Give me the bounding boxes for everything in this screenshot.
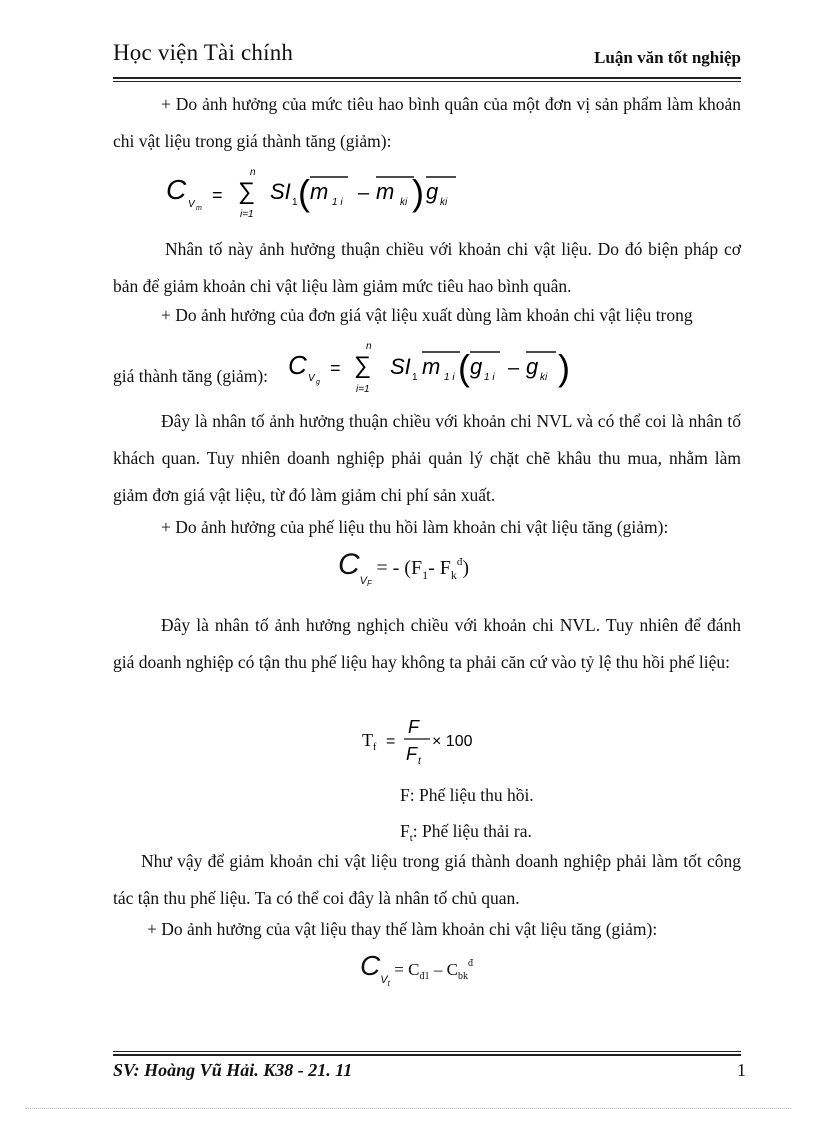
svg-text:g: g bbox=[526, 354, 539, 379]
paragraph-7: Như vậy để giảm khoản chi vật liệu trong giá thành doanh nghiệp phải làm tốt công tác tận thu phế liệu. Ta có thể coi đây là nhân tố chủ quan. bbox=[113, 851, 741, 908]
svg-text:g: g bbox=[316, 379, 320, 386]
svg-text:t: t bbox=[418, 756, 421, 767]
svg-text:–: – bbox=[508, 357, 520, 379]
svg-text:m: m bbox=[310, 179, 329, 204]
svg-text:C: C bbox=[288, 350, 307, 380]
svg-text:1 i: 1 i bbox=[444, 372, 455, 383]
svg-text:g: g bbox=[426, 179, 439, 204]
svg-text:m: m bbox=[196, 205, 202, 212]
svg-text:): ) bbox=[558, 347, 570, 388]
svg-text:f: f bbox=[373, 742, 377, 753]
formula-recovery-rate bbox=[360, 716, 500, 770]
svg-text:V: V bbox=[308, 373, 315, 384]
svg-text:1: 1 bbox=[412, 372, 418, 383]
header-rule bbox=[113, 77, 741, 79]
svg-text:ki: ki bbox=[400, 197, 408, 208]
svg-text:=: = bbox=[386, 733, 396, 750]
svg-text:SI: SI bbox=[270, 179, 291, 204]
formula-unit-price bbox=[282, 336, 582, 398]
svg-text:m: m bbox=[422, 354, 441, 379]
definition-f: F: Phế liệu thu hồi. bbox=[400, 785, 534, 805]
paragraph-3: + Do ảnh hưởng của đơn giá vật liệu xuất dùng làm khoản chi vật liệu trong bbox=[161, 305, 693, 325]
svg-text:): ) bbox=[412, 172, 424, 213]
svg-text:=: = bbox=[212, 185, 223, 205]
svg-text:ki: ki bbox=[540, 372, 548, 383]
paragraph-4: Đây là nhân tố ảnh hưởng thuận chiều với khoản chi NVL và có thể coi là nhân tố khách quan. Tuy nhiên doanh nghiệp phải quản lý chặt chẽ khâu thu mua, nhằm làm giảm đơn giá vật liệu, từ đó làm giảm chi phí sản xuất. bbox=[113, 411, 741, 505]
svg-text:n: n bbox=[250, 167, 256, 178]
paragraph-2: Nhân tố này ảnh hưởng thuận chiều với khoản chi vật liệu. Do đó biện pháp cơ bản để giảm khoản chi vật liệu làm giảm mức tiêu hao bình quân. bbox=[113, 239, 741, 296]
svg-text:× 100: × 100 bbox=[432, 733, 473, 750]
header-institution: Học viện Tài chính bbox=[113, 40, 294, 65]
svg-text:(: ( bbox=[298, 172, 310, 213]
svg-text:1: 1 bbox=[292, 197, 298, 208]
page-number: 1 bbox=[737, 1060, 746, 1080]
header-rule-thin bbox=[113, 81, 741, 82]
svg-text:F: F bbox=[406, 744, 417, 764]
svg-text:ki: ki bbox=[440, 197, 448, 208]
formula-material-consumption bbox=[160, 163, 480, 225]
paragraph-5: + Do ảnh hưởng của phế liệu thu hồi làm khoản chi vật liệu tăng (giảm): bbox=[161, 517, 669, 537]
footer-rule-thin bbox=[113, 1051, 741, 1052]
svg-text:m: m bbox=[376, 179, 395, 204]
paragraph-8: + Do ảnh hưởng của vật liệu thay thế làm khoản chi vật liệu tăng (giảm): bbox=[147, 919, 658, 939]
svg-text:g: g bbox=[470, 354, 483, 379]
formula-substitute-material: $C_{Vt} = C_{đ1} - C_{bk}^đ$ bbox=[360, 950, 473, 988]
svg-text:=: = bbox=[330, 358, 341, 378]
paragraph-6: Đây là nhân tố ảnh hưởng nghịch chiều với khoản chi NVL. Tuy nhiên để đánh giá doanh nghiệp có tận thu phế liệu hay không ta phải căn cứ vào tỷ lệ thu hồi phế liệu: bbox=[113, 615, 741, 672]
formula-scrap-recovery: $C_{VF}$ = - ($F_1-$ $F_k^đ$) bbox=[338, 548, 470, 588]
svg-text:F: F bbox=[408, 717, 419, 737]
definition-ft: $F_t$: Phế liệu thải ra. bbox=[400, 821, 532, 844]
page-bottom-divider bbox=[25, 1108, 791, 1109]
svg-text:V: V bbox=[188, 199, 195, 210]
svg-text:∑: ∑ bbox=[238, 178, 256, 205]
svg-text:n: n bbox=[366, 341, 372, 352]
svg-text:∑: ∑ bbox=[354, 352, 372, 379]
svg-text:–: – bbox=[358, 182, 370, 204]
svg-text:1 i: 1 i bbox=[484, 372, 495, 383]
svg-text:1 i: 1 i bbox=[332, 197, 343, 208]
svg-text:SI: SI bbox=[390, 354, 411, 379]
footer-student: SV: Hoàng Vũ Hải. K38 - 21. 11 bbox=[113, 1060, 353, 1080]
svg-text:T: T bbox=[362, 730, 373, 750]
svg-text:C: C bbox=[166, 174, 187, 205]
footer-rule bbox=[113, 1054, 741, 1056]
header-thesis-label: Luận văn tốt nghiệp bbox=[594, 48, 741, 67]
svg-text:(: ( bbox=[458, 347, 470, 388]
paragraph-1: + Do ảnh hưởng của mức tiêu hao bình quân của một đơn vị sản phẩm làm khoản chi vật liệu trong giá thành tăng (giảm): bbox=[113, 94, 741, 151]
svg-text:i=1: i=1 bbox=[356, 384, 370, 395]
paragraph-3-tail: giá thành tăng (giảm): bbox=[113, 366, 269, 386]
svg-text:i=1: i=1 bbox=[240, 209, 254, 220]
